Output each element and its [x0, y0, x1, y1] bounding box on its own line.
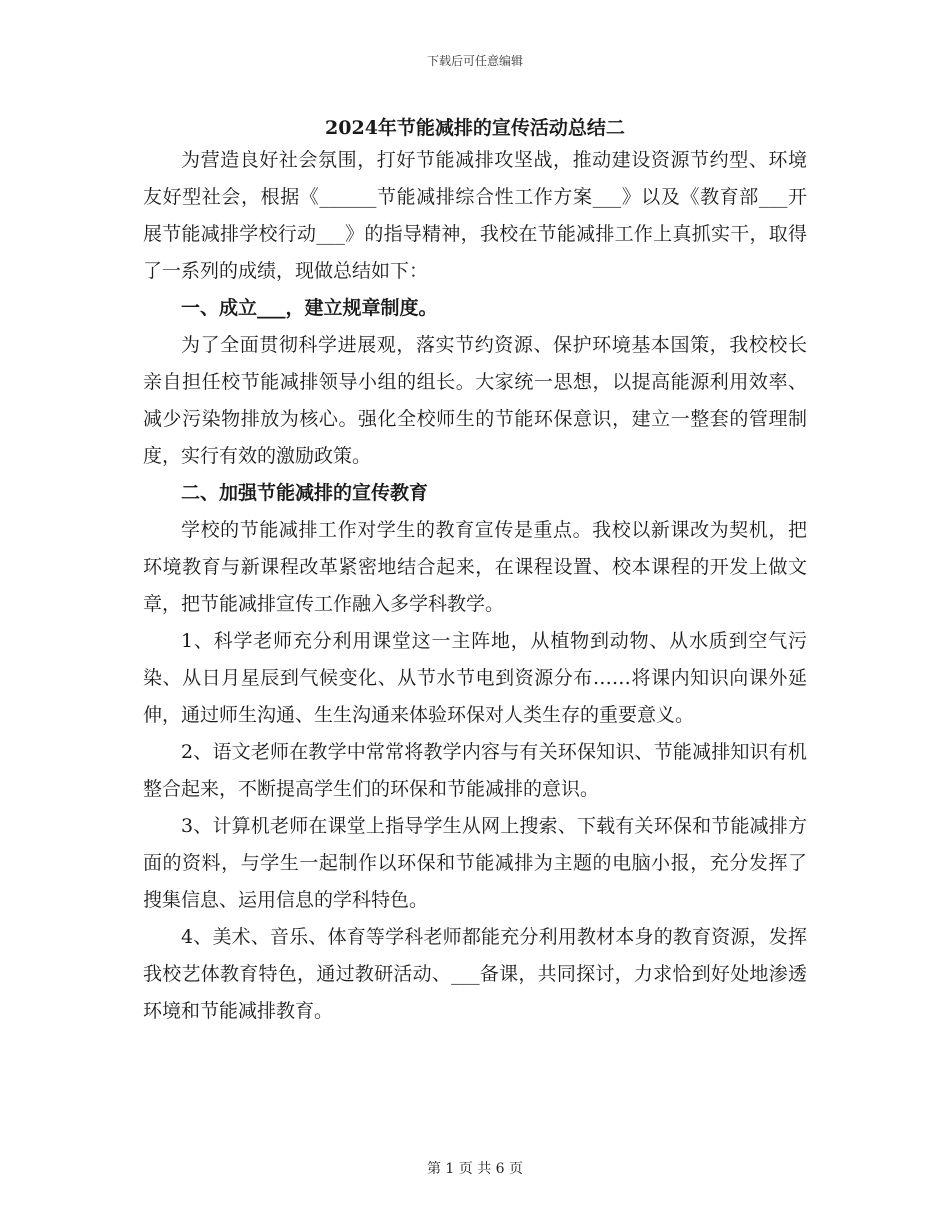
document-title: 2024年节能减排的宣传活动总结二 [325, 117, 625, 139]
header-note: 下载后可任意编辑 [426, 54, 523, 68]
section-heading-1: 一、成立___，建立规章制度。 [181, 297, 438, 319]
list-item-computer: 3、计算机老师在课堂上指导学生从网上搜索、下载有关环保和节能减排方面的资料，与学生一起制作以环保和节能减排为主题的电脑小报，充分发挥了搜集信息、运用信息的学科特色。 [143, 815, 807, 911]
section-2-paragraph: 学校的节能减排工作对学生的教育宣传是重点。我校以新课改为契机，把环境教育与新课程改革紧密地结合起来，在课程设置、校本课程的开发上做文章，把节能减排宣传工作融入多学科教学。 [143, 519, 807, 615]
list-item-arts: 4、美术、音乐、体育等学科老师都能充分利用教材本身的教育资源，发挥我校艺体教育特色，通过教研活动、___备课，共同探讨，力求恰到好处地渗透环境和节能减排教育。 [143, 926, 807, 1022]
section-heading-2: 二、加强节能减排的宣传教育 [181, 482, 429, 504]
document-body [143, 142, 807, 1030]
intro-paragraph: 为营造良好社会氛围，打好节能减排攻坚战，推动建设资源节约型、环境友好型社会，根据《______节能减排综合性工作方案___》以及《教育部___开展节能减排学校行动___》的指导精神，我校在节能减排工作上真抓实干，取得了一系列的成绩，现做总结如下： [143, 149, 807, 282]
list-item-science: 1、科学老师充分利用课堂这一主阵地，从植物到动物、从水质到空气污染、从日月星辰到气候变化、从节水节电到资源分布……将课内知识向课外延伸，通过师生沟通、生生沟通来体验环保对人类生存的重要意义。 [143, 630, 807, 726]
page-footer: 第 1 页 共 6 页 [426, 1161, 524, 1177]
list-item-chinese: 2、语文老师在教学中常常将教学内容与有关环保知识、节能减排知识有机整合起来，不断提高学生们的环保和节能减排的意识。 [143, 741, 807, 800]
section-1-paragraph: 为了全面贯彻科学进展观，落实节约资源、保护环境基本国策，我校校长亲自担任校节能减排领导小组的组长。大家统一思想，以提高能源利用效率、减少污染物排放为核心。强化全校师生的节能环保意识，建立一整套的管理制度，实行有效的激励政策。 [143, 334, 807, 467]
